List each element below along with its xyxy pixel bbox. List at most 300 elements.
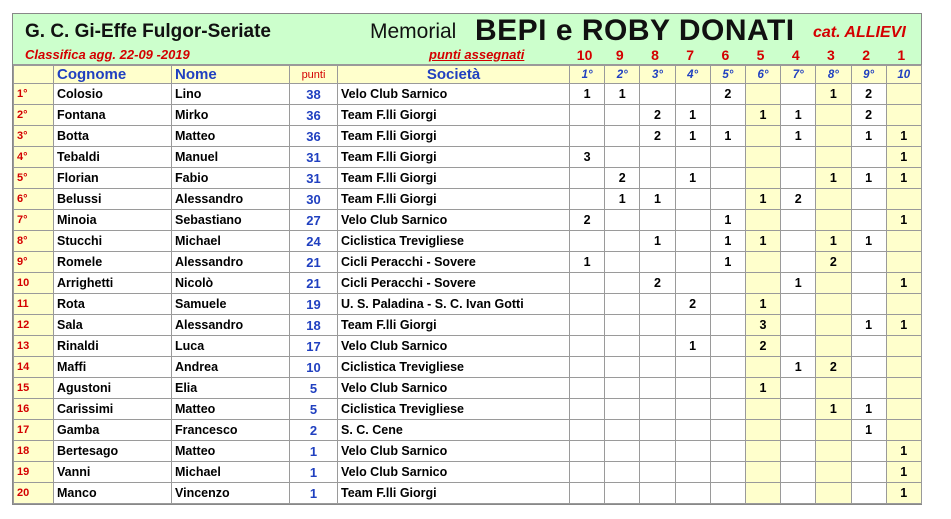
nome-cell: Fabio — [172, 168, 290, 189]
position-count-cell — [745, 147, 780, 168]
position-count-cell — [851, 462, 886, 483]
punti-cell: 31 — [290, 147, 338, 168]
position-count-cell — [710, 420, 745, 441]
table-row — [14, 147, 922, 168]
position-count-cell: 1 — [781, 357, 816, 378]
rank-cell: 18 — [14, 441, 54, 462]
position-count-cell — [781, 147, 816, 168]
cognome-cell: Botta — [54, 126, 172, 147]
position-count-cell — [886, 105, 921, 126]
position-count-cell — [570, 462, 605, 483]
points-value: 8 — [651, 47, 659, 63]
punti-cell: 31 — [290, 168, 338, 189]
position-count-cell — [781, 252, 816, 273]
position-count-cell — [886, 294, 921, 315]
position-count-cell: 2 — [640, 273, 675, 294]
table-row — [14, 420, 922, 441]
position-count-cell — [886, 357, 921, 378]
position-count-cell: 1 — [605, 189, 640, 210]
points-value: 2 — [862, 47, 870, 63]
cognome-cell: Rota — [54, 294, 172, 315]
table-row — [14, 231, 922, 252]
position-count-cell — [640, 357, 675, 378]
position-header: 10 — [886, 66, 921, 84]
position-count-cell — [675, 357, 710, 378]
nome-cell: Samuele — [172, 294, 290, 315]
table-row — [14, 441, 922, 462]
nome-cell: Elia — [172, 378, 290, 399]
position-count-cell — [886, 420, 921, 441]
nome-cell: Luca — [172, 336, 290, 357]
position-count-cell — [640, 84, 675, 105]
update-date: Classifica agg. 22-09 -2019 — [25, 47, 190, 62]
position-count-cell — [675, 231, 710, 252]
societa-cell: Team F.lli Giorgi — [338, 168, 570, 189]
position-count-cell: 1 — [781, 105, 816, 126]
position-count-cell — [710, 399, 745, 420]
position-count-cell — [886, 231, 921, 252]
position-count-cell — [745, 252, 780, 273]
position-count-cell — [781, 294, 816, 315]
position-count-cell: 1 — [851, 231, 886, 252]
position-count-cell: 2 — [640, 105, 675, 126]
points-value: 9 — [615, 47, 624, 63]
punti-cell: 2 — [290, 420, 338, 441]
table-row — [14, 462, 922, 483]
table-row — [14, 210, 922, 231]
position-header: 9° — [851, 66, 886, 84]
position-count-cell: 1 — [745, 189, 780, 210]
nome-cell: Michael — [172, 231, 290, 252]
cognome-cell: Arrighetti — [54, 273, 172, 294]
position-count-cell: 1 — [886, 462, 921, 483]
position-count-cell — [605, 483, 640, 504]
position-count-cell — [886, 336, 921, 357]
position-count-cell: 1 — [886, 210, 921, 231]
position-count-cell — [745, 273, 780, 294]
position-header: 8° — [816, 66, 851, 84]
position-count-cell — [710, 315, 745, 336]
standings-body — [14, 84, 922, 504]
position-count-cell — [640, 315, 675, 336]
position-count-cell — [570, 483, 605, 504]
nome-cell: Alessandro — [172, 189, 290, 210]
position-count-cell: 1 — [710, 210, 745, 231]
position-count-cell: 1 — [851, 168, 886, 189]
punti-cell: 30 — [290, 189, 338, 210]
societa-cell: Velo Club Sarnico — [338, 441, 570, 462]
table-row — [14, 126, 922, 147]
position-count-cell: 2 — [675, 294, 710, 315]
punti-cell: 24 — [290, 231, 338, 252]
nome-cell: Mirko — [172, 105, 290, 126]
position-count-cell: 1 — [640, 231, 675, 252]
position-count-cell — [710, 294, 745, 315]
position-count-cell: 1 — [570, 252, 605, 273]
position-count-cell — [745, 399, 780, 420]
position-count-cell — [745, 483, 780, 504]
position-count-cell — [816, 126, 851, 147]
position-count-cell — [570, 315, 605, 336]
position-count-cell: 1 — [851, 126, 886, 147]
position-count-cell — [640, 336, 675, 357]
punti-cell: 27 — [290, 210, 338, 231]
cognome-cell: Stucchi — [54, 231, 172, 252]
position-count-cell — [745, 84, 780, 105]
table-row — [14, 357, 922, 378]
nome-cell: Nicolò — [172, 273, 290, 294]
memorial-label: Memorial — [370, 20, 457, 43]
points-value: 7 — [686, 47, 695, 63]
position-count-cell — [570, 336, 605, 357]
nome-cell: Vincenzo — [172, 483, 290, 504]
societa-cell: Cicli Peracchi - Sovere — [338, 273, 570, 294]
position-count-cell — [640, 168, 675, 189]
position-count-cell — [570, 294, 605, 315]
rank-cell: 9° — [14, 252, 54, 273]
nome-cell: Matteo — [172, 441, 290, 462]
position-count-cell — [640, 420, 675, 441]
cognome-cell: Sala — [54, 315, 172, 336]
position-header: 2° — [605, 66, 640, 84]
punti-cell: 38 — [290, 84, 338, 105]
punti-cell: 21 — [290, 273, 338, 294]
cognome-cell: Rinaldi — [54, 336, 172, 357]
points-assigned-label: punti assegnati — [429, 47, 525, 62]
position-count-cell — [745, 420, 780, 441]
position-count-cell — [570, 168, 605, 189]
position-count-cell — [816, 462, 851, 483]
sheet-header — [13, 14, 921, 65]
position-count-cell: 1 — [816, 168, 851, 189]
cognome-cell: Minoia — [54, 210, 172, 231]
cognome-cell: Romele — [54, 252, 172, 273]
position-count-cell — [605, 315, 640, 336]
position-count-cell — [640, 462, 675, 483]
punti-cell: 18 — [290, 315, 338, 336]
position-count-cell: 1 — [851, 315, 886, 336]
cognome-cell: Gamba — [54, 420, 172, 441]
nome-cell: Matteo — [172, 399, 290, 420]
punti-cell: 36 — [290, 105, 338, 126]
punti-cell: 19 — [290, 294, 338, 315]
position-count-cell: 2 — [605, 168, 640, 189]
cognome-header: Cognome — [54, 66, 172, 84]
position-count-cell — [605, 462, 640, 483]
position-count-cell — [781, 336, 816, 357]
rank-cell: 20 — [14, 483, 54, 504]
position-count-cell: 1 — [745, 294, 780, 315]
position-count-cell: 1 — [675, 168, 710, 189]
punti-cell: 1 — [290, 462, 338, 483]
nome-cell: Michael — [172, 462, 290, 483]
position-count-cell: 1 — [781, 126, 816, 147]
position-count-cell — [816, 147, 851, 168]
position-count-cell — [781, 399, 816, 420]
position-count-cell — [605, 252, 640, 273]
position-count-cell: 2 — [851, 84, 886, 105]
rank-cell: 14 — [14, 357, 54, 378]
societa-header: Società — [338, 66, 570, 84]
rank-cell: 15 — [14, 378, 54, 399]
position-count-cell: 1 — [710, 252, 745, 273]
position-count-cell — [570, 399, 605, 420]
position-count-cell — [886, 84, 921, 105]
rank-cell: 10 — [14, 273, 54, 294]
points-value: 1 — [897, 47, 906, 63]
rank-cell: 3° — [14, 126, 54, 147]
societa-cell: Velo Club Sarnico — [338, 210, 570, 231]
position-count-cell — [605, 231, 640, 252]
societa-cell: Velo Club Sarnico — [338, 378, 570, 399]
rank-cell: 6° — [14, 189, 54, 210]
rank-cell: 2° — [14, 105, 54, 126]
position-count-cell — [851, 336, 886, 357]
position-count-cell: 2 — [816, 252, 851, 273]
position-count-cell — [710, 462, 745, 483]
position-count-cell — [886, 189, 921, 210]
punti-cell: 21 — [290, 252, 338, 273]
nome-cell: Alessandro — [172, 252, 290, 273]
position-count-cell — [675, 273, 710, 294]
position-count-cell — [605, 105, 640, 126]
position-count-cell — [816, 273, 851, 294]
table-row — [14, 105, 922, 126]
position-count-cell — [710, 357, 745, 378]
societa-cell: Velo Club Sarnico — [338, 462, 570, 483]
position-count-cell — [851, 210, 886, 231]
position-count-cell — [851, 147, 886, 168]
standings-table — [13, 65, 922, 504]
position-count-cell — [570, 441, 605, 462]
cognome-cell: Fontana — [54, 105, 172, 126]
societa-cell: Velo Club Sarnico — [338, 336, 570, 357]
points-value: 3 — [827, 47, 835, 63]
rank-cell: 12 — [14, 315, 54, 336]
memorial-name: BEPI e ROBY DONATI — [475, 14, 795, 47]
rank-cell: 16 — [14, 399, 54, 420]
position-count-cell — [710, 105, 745, 126]
societa-cell: S. C. Cene — [338, 420, 570, 441]
position-count-cell: 1 — [605, 84, 640, 105]
position-count-cell: 1 — [851, 399, 886, 420]
position-count-cell: 1 — [816, 84, 851, 105]
position-count-cell: 2 — [640, 126, 675, 147]
nome-cell: Lino — [172, 84, 290, 105]
position-count-cell: 2 — [745, 336, 780, 357]
position-count-cell — [816, 483, 851, 504]
position-count-cell — [675, 399, 710, 420]
punti-cell: 5 — [290, 378, 338, 399]
position-count-cell — [570, 273, 605, 294]
position-count-cell — [745, 126, 780, 147]
position-count-cell: 2 — [851, 105, 886, 126]
table-row — [14, 84, 922, 105]
societa-cell: Ciclistica Trevigliese — [338, 399, 570, 420]
position-count-cell — [851, 294, 886, 315]
position-count-cell — [816, 189, 851, 210]
position-count-cell — [675, 252, 710, 273]
position-count-cell: 3 — [745, 315, 780, 336]
position-count-cell — [675, 420, 710, 441]
position-count-cell: 3 — [570, 147, 605, 168]
cognome-cell: Maffi — [54, 357, 172, 378]
nome-cell: Andrea — [172, 357, 290, 378]
position-count-cell — [781, 420, 816, 441]
position-count-cell — [710, 147, 745, 168]
position-count-cell — [781, 84, 816, 105]
position-count-cell — [640, 294, 675, 315]
position-count-cell — [851, 189, 886, 210]
position-count-cell — [745, 168, 780, 189]
organizer-title: G. C. Gi-Effe Fulgor-Seriate — [25, 21, 271, 42]
position-count-cell — [710, 168, 745, 189]
nome-cell: Francesco — [172, 420, 290, 441]
cognome-cell: Tebaldi — [54, 147, 172, 168]
cognome-cell: Agustoni — [54, 378, 172, 399]
position-count-cell: 1 — [886, 168, 921, 189]
punti-cell: 1 — [290, 483, 338, 504]
position-count-cell: 1 — [886, 315, 921, 336]
cognome-cell: Carissimi — [54, 399, 172, 420]
position-count-cell: 1 — [886, 273, 921, 294]
position-count-cell — [675, 315, 710, 336]
position-count-cell — [710, 483, 745, 504]
position-count-cell — [570, 231, 605, 252]
societa-cell: Team F.lli Giorgi — [338, 147, 570, 168]
table-header-row — [14, 66, 922, 84]
punti-cell: 17 — [290, 336, 338, 357]
nome-cell: Manuel — [172, 147, 290, 168]
position-count-cell — [640, 252, 675, 273]
position-count-cell — [710, 378, 745, 399]
position-count-cell — [886, 252, 921, 273]
position-count-cell — [816, 378, 851, 399]
position-count-cell — [605, 399, 640, 420]
position-count-cell — [745, 462, 780, 483]
table-row — [14, 315, 922, 336]
table-row — [14, 189, 922, 210]
position-count-cell — [851, 357, 886, 378]
position-count-cell: 1 — [851, 420, 886, 441]
position-count-cell — [640, 378, 675, 399]
position-count-cell — [781, 210, 816, 231]
position-count-cell — [675, 84, 710, 105]
position-count-cell — [816, 315, 851, 336]
societa-cell: U. S. Paladina - S. C. Ivan Gotti — [338, 294, 570, 315]
position-count-cell — [605, 294, 640, 315]
position-count-cell — [675, 378, 710, 399]
position-count-cell: 1 — [710, 126, 745, 147]
position-count-cell — [675, 462, 710, 483]
cognome-cell: Bertesago — [54, 441, 172, 462]
position-count-cell — [781, 315, 816, 336]
position-count-cell — [675, 483, 710, 504]
position-count-cell — [886, 378, 921, 399]
position-count-cell — [605, 420, 640, 441]
position-count-cell: 1 — [816, 231, 851, 252]
position-count-cell — [816, 210, 851, 231]
nome-header: Nome — [172, 66, 290, 84]
position-count-cell: 1 — [675, 336, 710, 357]
societa-cell: Team F.lli Giorgi — [338, 126, 570, 147]
position-count-cell: 1 — [886, 441, 921, 462]
position-count-cell — [605, 126, 640, 147]
position-count-cell — [816, 420, 851, 441]
societa-cell: Ciclistica Trevigliese — [338, 357, 570, 378]
societa-cell: Velo Club Sarnico — [338, 84, 570, 105]
position-count-cell — [710, 189, 745, 210]
points-value: 4 — [791, 47, 800, 63]
table-row — [14, 483, 922, 504]
points-value: 6 — [721, 47, 730, 63]
rank-cell: 4° — [14, 147, 54, 168]
position-count-cell — [570, 357, 605, 378]
societa-cell: Cicli Peracchi - Sovere — [338, 252, 570, 273]
rank-cell: 11 — [14, 294, 54, 315]
position-count-cell — [570, 189, 605, 210]
position-count-cell — [816, 294, 851, 315]
points-scale — [567, 47, 919, 63]
societa-cell: Team F.lli Giorgi — [338, 105, 570, 126]
position-count-cell — [675, 147, 710, 168]
position-count-cell — [816, 336, 851, 357]
position-count-cell — [640, 147, 675, 168]
position-count-cell — [886, 399, 921, 420]
position-count-cell — [710, 441, 745, 462]
points-value: 5 — [756, 47, 765, 63]
rank-cell: 7° — [14, 210, 54, 231]
position-header: 4° — [675, 66, 710, 84]
position-count-cell: 1 — [886, 483, 921, 504]
position-count-cell: 1 — [675, 126, 710, 147]
position-count-cell — [816, 441, 851, 462]
position-count-cell — [781, 441, 816, 462]
position-count-cell: 2 — [710, 84, 745, 105]
punti-header: punti — [290, 66, 338, 84]
position-count-cell: 2 — [816, 357, 851, 378]
position-count-cell — [605, 210, 640, 231]
cognome-cell: Florian — [54, 168, 172, 189]
nome-cell: Alessandro — [172, 315, 290, 336]
position-count-cell: 1 — [640, 189, 675, 210]
rank-cell: 19 — [14, 462, 54, 483]
position-count-cell: 1 — [745, 231, 780, 252]
position-count-cell — [605, 273, 640, 294]
position-count-cell — [570, 378, 605, 399]
position-count-cell — [851, 483, 886, 504]
position-count-cell — [640, 441, 675, 462]
cognome-cell: Colosio — [54, 84, 172, 105]
position-count-cell — [640, 483, 675, 504]
position-count-cell — [570, 105, 605, 126]
position-count-cell — [851, 273, 886, 294]
position-count-cell: 2 — [570, 210, 605, 231]
societa-cell: Team F.lli Giorgi — [338, 315, 570, 336]
table-row — [14, 273, 922, 294]
punti-cell: 1 — [290, 441, 338, 462]
societa-cell: Team F.lli Giorgi — [338, 189, 570, 210]
table-row — [14, 294, 922, 315]
rank-cell: 1° — [14, 84, 54, 105]
cognome-cell: Manco — [54, 483, 172, 504]
position-count-cell — [710, 273, 745, 294]
position-header: 7° — [781, 66, 816, 84]
position-count-cell: 1 — [781, 273, 816, 294]
position-header: 3° — [640, 66, 675, 84]
position-count-cell — [640, 210, 675, 231]
position-count-cell — [781, 462, 816, 483]
